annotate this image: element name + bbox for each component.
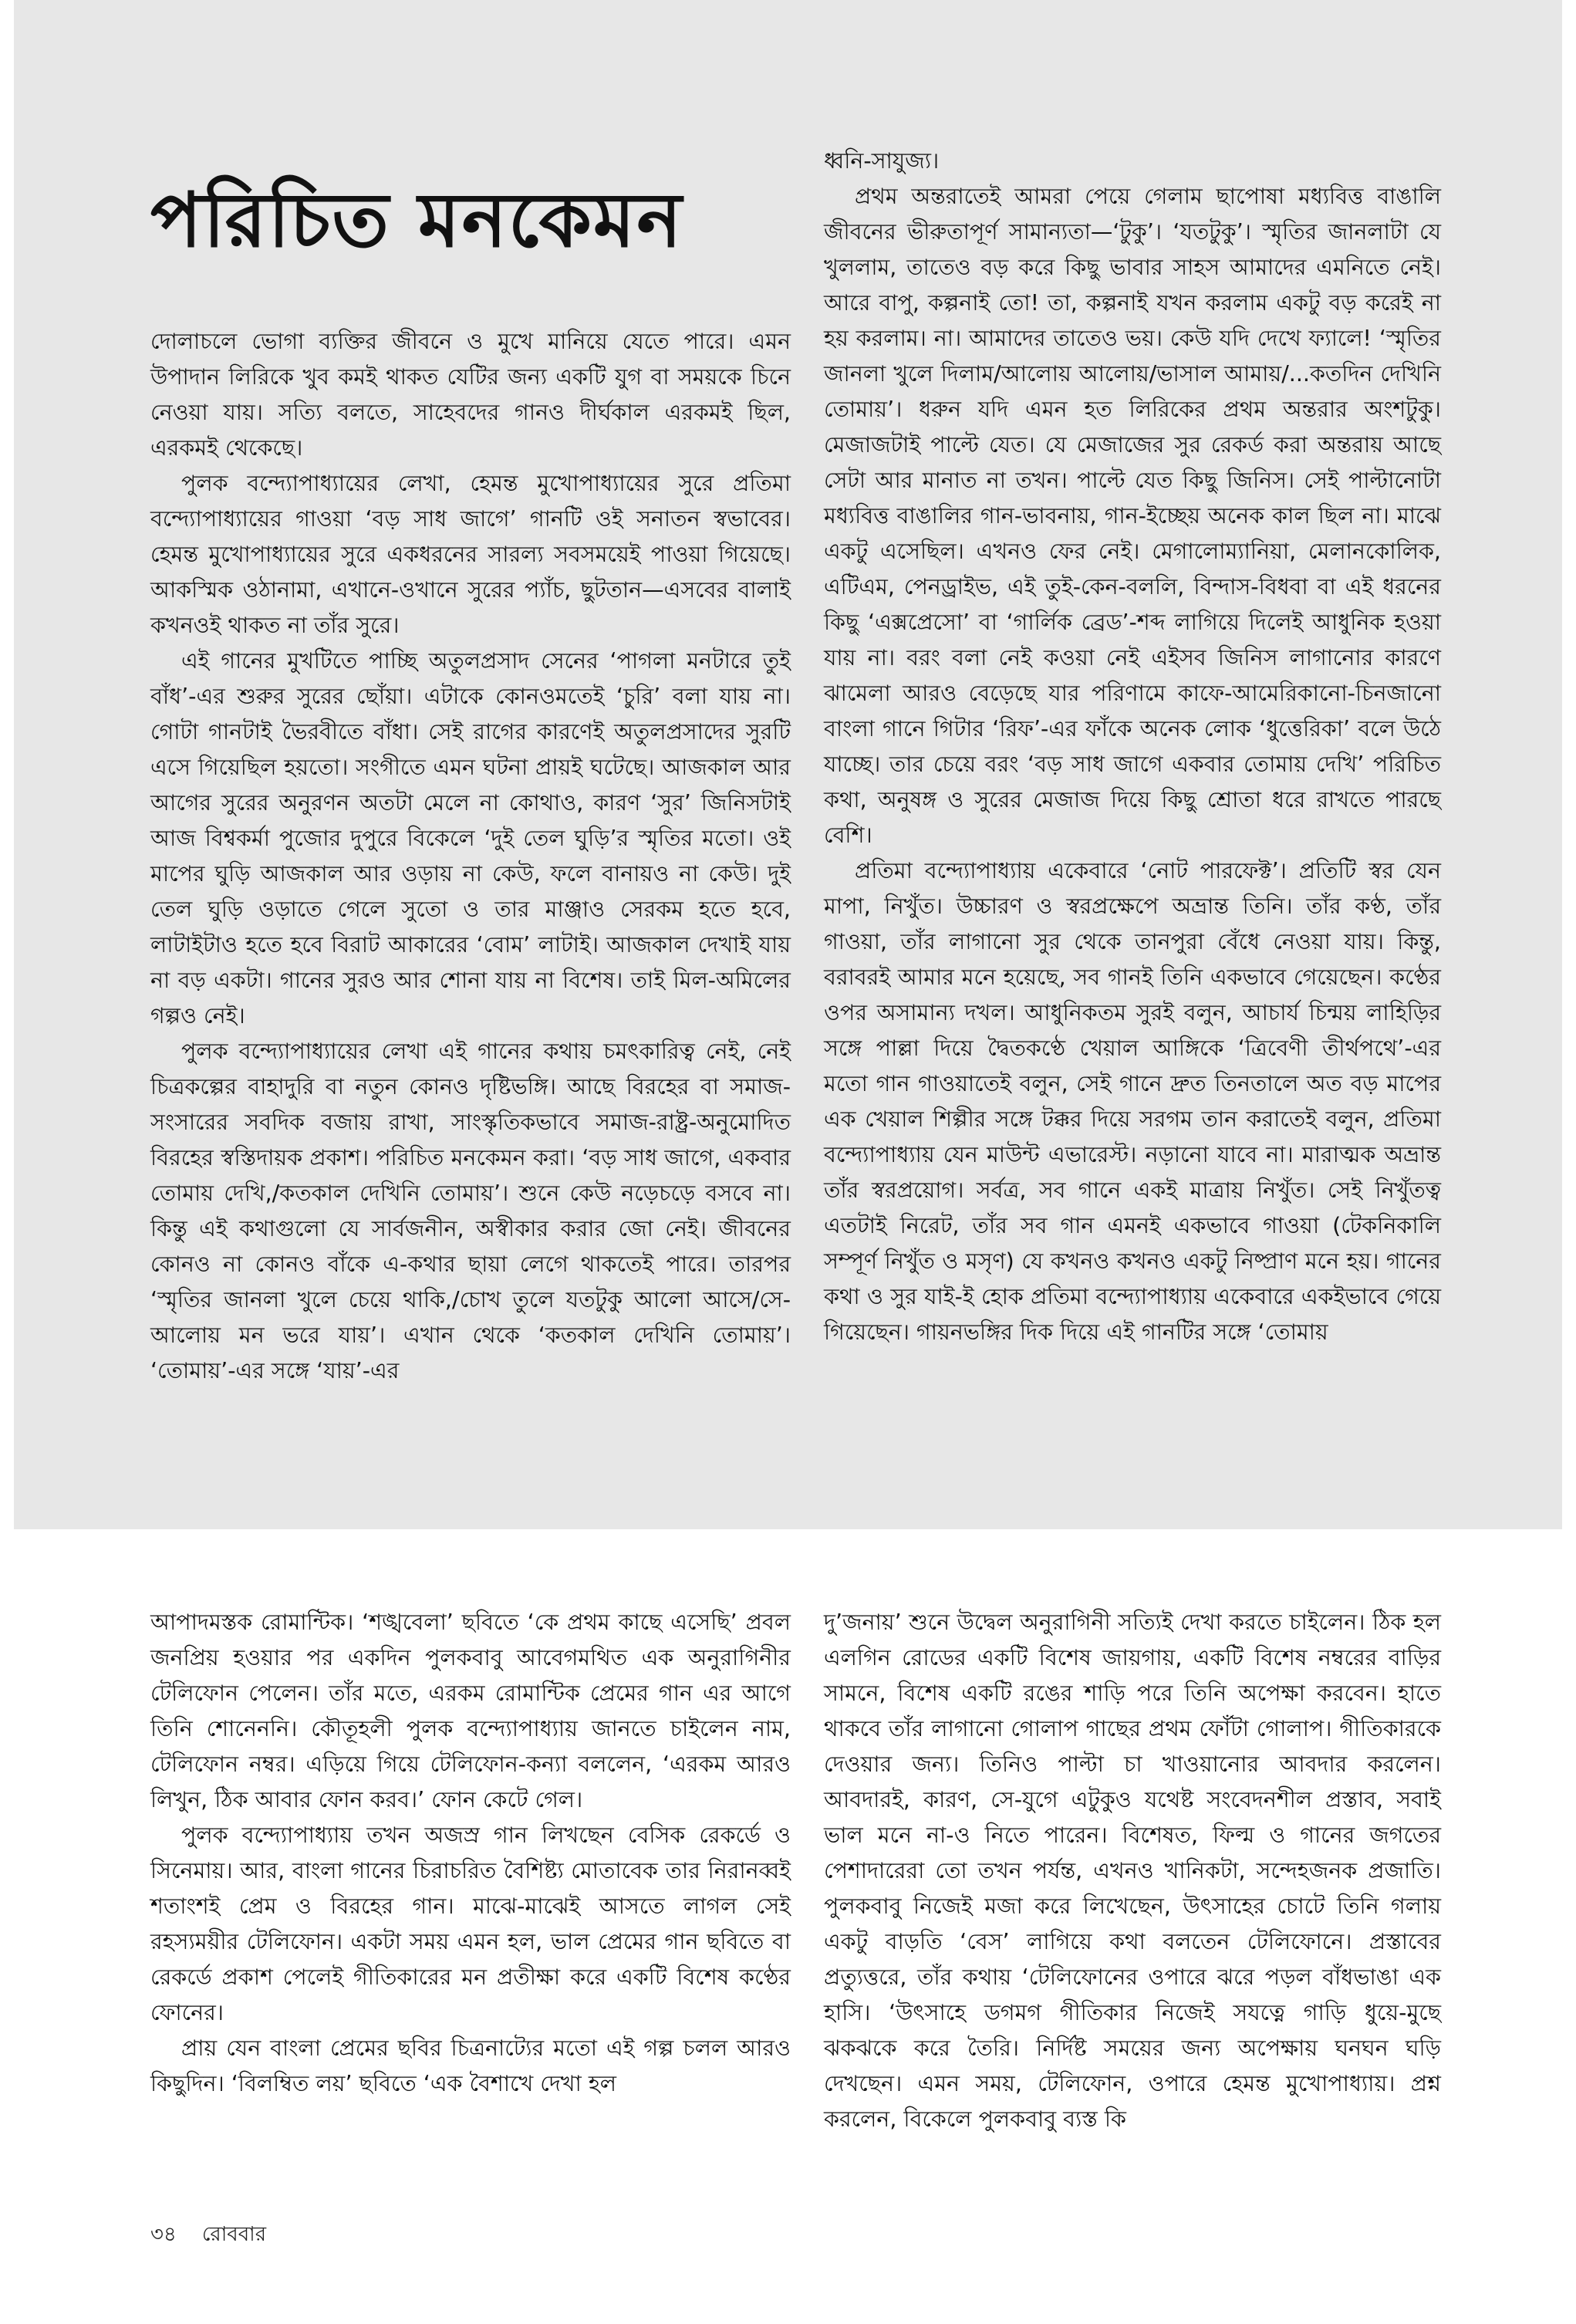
top-right-column: [824, 144, 1441, 1350]
paragraph: দোলাচলে ভোগা ব্যক্তির জীবনে ও মুখে মানিয়ে যেতে পারে। এমন উপাদান লিরিকে খুব কমই থাকত যেটির জন্য একটি যুগ বা সময়কে চিনে নেওয়া যায়। সত্যি বলতে, সাহেবদের গানও দীর্ঘকাল এরকমই ছিল, এরকমই থেকেছে।: [150, 329, 791, 461]
paragraph: প্রথম অন্তরাতেই আমরা পেয়ে গেলাম ছাপোষা মধ্যবিত্ত বাঙালি জীবনের ভীরুতাপূর্ণ সামান্যতা—‘টুকু’। ‘যতটুকু’। স্মৃতির জানলাটা যে খুললাম, তাতেও বড় করে কিছু ভাবার সাহস আমাদের এমনিতে নেই। আরে বাপু, কল্পনাই তো! তা, কল্পনাই যখন করলাম একটু বড় করেই না হয় করলাম। না। আমাদের তাতেও ভয়। কেউ যদি দেখে ফ্যালে! ‘স্মৃতির জানলা খুলে দিলাম/আলোয় আলোয়/ভাসাল আমায়/...কতদিন দেখিনি তোমায়’। ধরুন যদি এমন হত লিরিকের প্রথম অন্তরার অংশটুকু। মেজাজটাই পাল্টে যেত। যে মেজাজের সুর রেকর্ড করা অন্তরায় আছে সেটা আর মানাত না তখন। পাল্টে যেত কিছু জিনিস। সেই পাল্টানোটা মধ্যবিত্ত বাঙালির গান-ভাবনায়, গান-ইচ্ছেয় অনেক কাল ছিল না। মাঝে একটু এসেছিল। এখনও ফের নেই। মেগালোম্যানিয়া, মেলানকোলিক, এটিএম, পেনড্রাইভ, এই তুই-কেন-বললি, বিন্দাস-বিধবা বা এই ধরনের কিছু ‘এক্সপ্রেসো’ বা ‘গার্লিক ব্রেড’-শব্দ লাগিয়ে দিলেই আধুনিক হওয়া যায় না। বরং বলা নেই কওয়া নেই এইসব জিনিস লাগানোর কারণে ঝামেলা আরও বেড়েছে যার পরিণামে কাফে-আমেরিকানো-চিনজানো বাংলা গানে গিটার ‘রিফ’-এর ফাঁকে অনেক লোক ‘ধুত্তেরিকা’ বলে উঠে যাচ্ছে। তার চেয়ে বরং ‘বড় সাধ জাগে একবার তোমায় দেখি’ পরিচিত কথা, অনুষঙ্গ ও সুরের মেজাজ দিয়ে কিছু শ্রোতা ধরে রাখতে পারছে বেশি।: [824, 184, 1441, 848]
paragraph: পুলক বন্দ্যোপাধ্যায় তখন অজস্র গান লিখছেন বেসিক রেকর্ডে ও সিনেমায়। আর, বাংলা গানের চিরাচরিত বৈশিষ্ট্য মোতাবেক তার নিরানব্বই শতাংশই প্রেম ও বিরহের গান। মাঝে-মাঝেই আসতে লাগল সেই রহস্যময়ীর টেলিফোন। একটা সময় এমন হল, ভাল প্রেমের গান ছবিতে বা রেকর্ডে প্রকাশ পেলেই গীতিকারের মন প্রতীক্ষা করে একটি বিশেষ কণ্ঠের ফোনের।: [150, 1822, 791, 2025]
paragraph: প্রতিমা বন্দ্যোপাধ্যায় একেবারে ‘নোট পারফেক্ট’। প্রতিটি স্বর যেন মাপা, নিখুঁত। উচ্চারণ ও স্বরপ্রক্ষেপে অভ্রান্ত তিনি। তাঁর কণ্ঠ, তাঁর গাওয়া, তাঁর লাগানো সুর থেকে তানপুরা বেঁধে নেওয়া যায়। কিন্তু, বরাবরই আমার মনে হয়েছে, সব গানই তিনি একভাবে গেয়েছেন। কণ্ঠের ওপর অসামান্য দখল। আধুনিকতম সুরই বলুন, আচার্য চিন্ময় লাহিড়ির সঙ্গে পাল্লা দিয়ে দ্বৈতকণ্ঠে খেয়াল আঙ্গিকে ‘ত্রিবেণী তীর্থপথে’-এর মতো গান গাওয়াতেই বলুন, সেই গানে দ্রুত তিনতালে অত বড় মাপের এক খেয়াল শিল্পীর সঙ্গে টক্কর দিয়ে সরগম তান করাতেই বলুন, প্রতিমা বন্দ্যোপাধ্যায় যেন মাউন্ট এভারেস্ট। নড়ানো যাবে না। মারাত্মক অভ্রান্ত তাঁর স্বরপ্রয়োগ। সর্বত্র, সব গানে একই মাত্রায় নিখুঁত। সেই নিখুঁতত্ব এতটাই নিরেট, তাঁর সব গান এমনই একভাবে গাওয়া (টেকনিকালি সম্পূর্ণ নিখুঁত ও মসৃণ) যে কখনও কখনও একটু নিষ্প্রাণ মনে হয়। গানের কথা ও সুর যাই-ই হোক প্রতিমা বন্দ্যোপাধ্যায় একেবারে একইভাবে গেয়ে গিয়েছেন। গায়নভঙ্গির দিক দিয়ে এই গানটির সঙ্গে ‘তোমায়: [824, 858, 1441, 1345]
bottom-left-column: [150, 1605, 791, 2102]
paragraph: দু’জনায়’ শুনে উদ্বেল অনুরাগিনী সত্যিই দেখা করতে চাইলেন। ঠিক হল এলগিন রোডের একটি বিশেষ জায়গায়, একটি বিশেষ নম্বরের বাড়ির সামনে, বিশেষ একটি রঙের শাড়ি পরে তিনি অপেক্ষা করবেন। হাতে থাকবে তাঁর লাগানো গোলাপ গাছের প্রথম ফোঁটা গোলাপ। গীতিকারকে দেওয়ার জন্য। তিনিও পাল্টা চা খাওয়ানোর আবদার করলেন। আবদারই, কারণ, সে-যুগে এটুকুও যথেষ্ট সংবেদনশীল প্রস্তাব, সবাই ভাল মনে না-ও নিতে পারেন। বিশেষত, ফিল্ম ও গানের জগতের পেশাদারেরা তো তখন পর্যন্ত, এখনও খানিকটা, সন্দেহজনক প্রজাতি। পুলকবাবু নিজেই মজা করে লিখেছেন, উৎসাহের চোটে তিনি গলায় একটু বাড়তি ‘বেস’ লাগিয়ে কথা বলতেন টেলিফোনে। প্রস্তাবের প্রত্যুত্তরে, তাঁর কথায় ‘টেলিফোনের ওপারে ঝরে পড়ল বাঁধভাঙা এক হাসি। ‘উৎসাহে ডগমগ গীতিকার নিজেই সযত্নে গাড়ি ধুয়ে-মুছে ঝকঝকে করে তৈরি। নির্দিষ্ট সময়ের জন্য অপেক্ষায় ঘনঘন ঘড়ি দেখছেন। এমন সময়, টেলিফোন, ওপারে হেমন্ত মুখোপাধ্যায়। প্রশ্ন করলেন, বিকেলে পুলকবাবু ব্যস্ত কি: [824, 1610, 1441, 2132]
page-number: ৩৪: [150, 2223, 177, 2246]
paragraph: পুলক বন্দ্যোপাধ্যায়ের লেখা, হেমন্ত মুখোপাধ্যায়ের সুরে প্রতিমা বন্দ্যোপাধ্যায়ের গাওয়া ‘বড় সাধ জাগে’ গানটি ওই সনাতন স্বভাবের। হেমন্ত মুখোপাধ্যায়ের সুরে একধরনের সারল্য সবসময়েই পাওয়া গিয়েছে। আকস্মিক ওঠানামা, এখানে-ওখানে সুরের প্যাঁচ, ছুটতান—এসবের বালাই কখনওই থাকত না তাঁর সুরে।: [150, 471, 791, 638]
top-left-column: [150, 324, 791, 1389]
page-footer: [150, 2218, 266, 2252]
paragraph: আপাদমস্তক রোমান্টিক। ‘শঙ্খবেলা’ ছবিতে ‘কে প্রথম কাছে এসেছি’ প্রবল জনপ্রিয় হওয়ার পর একদিন পুলকবাবু আবেগমথিত এক অনুরাগিনীর টেলিফোন পেলেন। তাঁর মতে, এরকম রোমান্টিক প্রেমের গান এর আগে তিনি শোনেননি। কৌতূহলী পুলক বন্দ্যোপাধ্যায় জানতে চাইলেন নাম, টেলিফোন নম্বর। এড়িয়ে গিয়ে টেলিফোন-কন্যা বললেন, ‘এরকম আরও লিখুন, ঠিক আবার ফোন করব।’ ফোন কেটে গেল।: [150, 1610, 791, 1812]
paragraph: ধ্বনি-সাযুজ্য।: [824, 148, 940, 174]
paragraph: পুলক বন্দ্যোপাধ্যায়ের লেখা এই গানের কথায় চমৎকারিত্ব নেই, নেই চিত্রকল্পের বাহাদুরি বা নতুন কোনও দৃষ্টিভঙ্গি। আছে বিরহের বা সমাজ-সংসারের সবদিক বজায় রাখা, সাংস্কৃতিকভাবে সমাজ-রাষ্ট্র-অনুমোদিত বিরহের স্বস্তিদায়ক প্রকাশ। পরিচিত মনকেমন করা। ‘বড় সাধ জাগে, একবার তোমায় দেখি,/কতকাল দেখিনি তোমায়’। শুনে কেউ নড়েচড়ে বসবে না। কিন্তু এই কথাগুলো যে সার্বজনীন, অস্বীকার করার জো নেই। জীবনের কোনও না কোনও বাঁকে এ-কথার ছায়া লেগে থাকতেই পারে। তারপর ‘স্মৃতির জানলা খুলে চেয়ে থাকি,/চোখ তুলে যতটুকু আলো আসে/সে-আলোয় মন ভরে যায়’। এখান থেকে ‘কতকাল দেখিনি তোমায়’। ‘তোমায়’-এর সঙ্গে ‘যায়’-এর: [150, 1039, 791, 1383]
article-title: পরিচিত মনকেমন: [150, 176, 683, 265]
section-name: রোববার: [201, 2223, 267, 2246]
bottom-right-column: [824, 1605, 1441, 2137]
paragraph: এই গানের মুখটিতে পাচ্ছি অতুলপ্রসাদ সেনের ‘পাগলা মনটারে তুই বাঁধ’-এর শুরুর সুরের ছোঁয়া। এটাকে কোনওমতেই ‘চুরি’ বলা যায় না। গোটা গানটাই ভৈরবীতে বাঁধা। সেই রাগের কারণেই অতুলপ্রসাদের সুরটি এসে গিয়েছিল হয়তো। সংগীতে এমন ঘটনা প্রায়ই ঘটেছে। আজকাল আর আগের সুরের অনুরণন অতটা মেলে না কোথাও, কারণ ‘সুর’ জিনিসটাই আজ বিশ্বকর্মা পুজোর দুপুরে বিকেলে ‘দুই তেল ঘুড়ি’র স্মৃতির মতো। ওই মাপের ঘুড়ি আজকাল আর ওড়ায় না কেউ, ফলে বানায়ও না কেউ। দুই তেল ঘুড়ি ওড়াতে গেলে সুতো ও তার মাঞ্জাও সেরকম হতে হবে, লাটাইটাও হতে হবে বিরাট আকারের ‘বোম’ লাটাই। আজকাল দেখাই যায় না বড় একটা। গানের সুরও আর শোনা যায় না বিশেষ। তাই মিল-অমিলের গল্পও নেই।: [150, 648, 791, 1029]
paragraph: প্রায় যেন বাংলা প্রেমের ছবির চিত্রনাট্যের মতো এই গল্প চলল আরও কিছুদিন। ‘বিলম্বিত লয়’ ছবিতে ‘এক বৈশাখে দেখা হল: [150, 2035, 791, 2096]
